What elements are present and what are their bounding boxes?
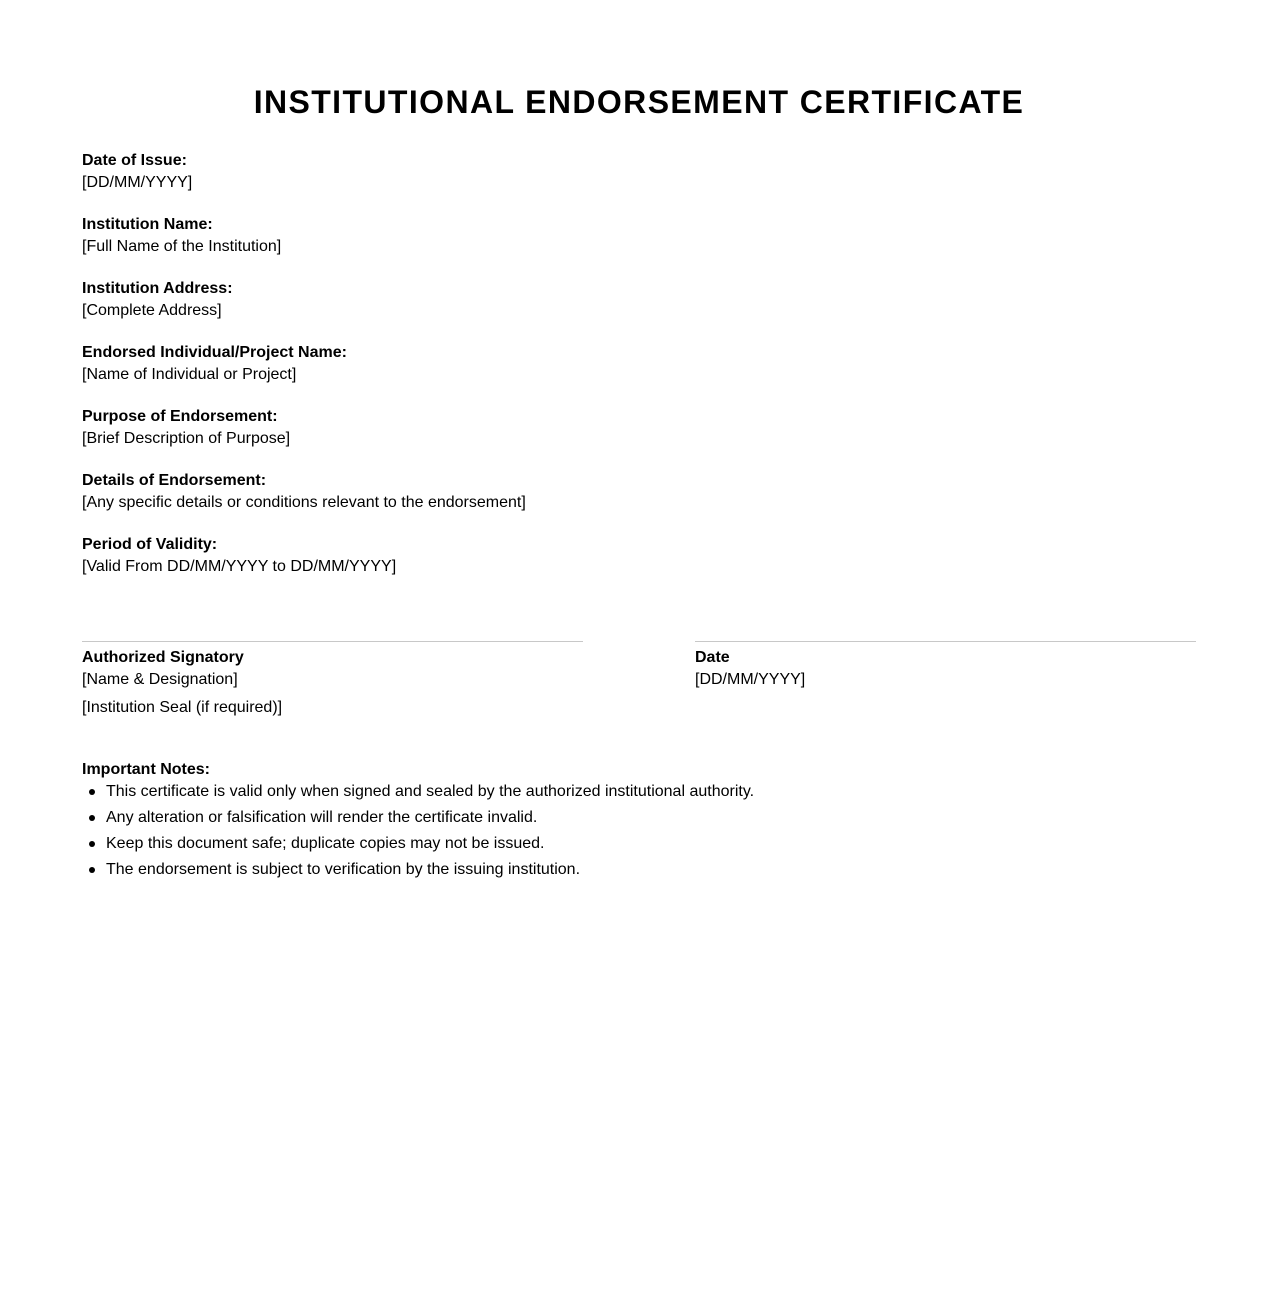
bullet-icon bbox=[89, 789, 95, 795]
field-value: [Full Name of the Institution] bbox=[82, 238, 282, 255]
institution-seal-placeholder: [Institution Seal (if required)] bbox=[82, 699, 283, 716]
list-item bbox=[82, 833, 1082, 855]
signature-line bbox=[82, 641, 583, 642]
field-institution-address bbox=[82, 278, 882, 322]
notes-title: Important Notes: bbox=[82, 761, 210, 778]
field-label: Purpose of Endorsement: bbox=[82, 408, 278, 425]
field-date-of-issue bbox=[82, 150, 882, 194]
date-label: Date bbox=[695, 649, 730, 666]
field-details bbox=[82, 470, 882, 514]
bullet-icon bbox=[89, 815, 95, 821]
field-institution-name bbox=[82, 214, 882, 258]
date-block bbox=[695, 641, 1196, 691]
field-label: Period of Validity: bbox=[82, 536, 218, 553]
field-purpose bbox=[82, 406, 882, 450]
date-value: [DD/MM/YYYY] bbox=[695, 671, 806, 688]
field-label: Date of Issue: bbox=[82, 152, 187, 169]
field-value: [Name of Individual or Project] bbox=[82, 366, 297, 383]
field-value: [Brief Description of Purpose] bbox=[82, 430, 291, 447]
field-endorsed-name bbox=[82, 342, 882, 386]
note-text: Any alteration or falsification will render the certificate invalid. bbox=[106, 809, 538, 826]
date-line bbox=[695, 641, 1196, 642]
field-label: Institution Name: bbox=[82, 216, 213, 233]
notes-list bbox=[82, 781, 1082, 881]
field-value: [Any specific details or conditions relevant to the endorsement] bbox=[82, 494, 526, 511]
note-text: The endorsement is subject to verification by the issuing institution. bbox=[106, 861, 581, 878]
field-validity-period bbox=[82, 534, 882, 578]
field-label: Details of Endorsement: bbox=[82, 472, 267, 489]
field-value: [Complete Address] bbox=[82, 302, 222, 319]
field-value: [DD/MM/YYYY] bbox=[82, 174, 193, 191]
field-label: Endorsed Individual/Project Name: bbox=[82, 344, 347, 361]
field-label: Institution Address: bbox=[82, 280, 233, 297]
certificate-title: INSTITUTIONAL ENDORSEMENT CERTIFICATE bbox=[253, 84, 1025, 120]
field-value: [Valid From DD/MM/YYYY to DD/MM/YYYY] bbox=[82, 558, 397, 575]
bullet-icon bbox=[89, 841, 95, 847]
list-item bbox=[82, 859, 1082, 881]
important-notes bbox=[82, 759, 1082, 885]
list-item bbox=[82, 807, 1082, 829]
note-text: Keep this document safe; duplicate copies may not be issued. bbox=[106, 835, 545, 852]
note-text: This certificate is valid only when signed and sealed by the authorized institutional authority. bbox=[106, 783, 755, 800]
list-item bbox=[82, 781, 1082, 803]
signatory-label: Authorized Signatory bbox=[82, 649, 244, 666]
bullet-icon bbox=[89, 867, 95, 873]
signatory-value: [Name & Designation] bbox=[82, 671, 238, 688]
signatory-block bbox=[82, 641, 583, 691]
